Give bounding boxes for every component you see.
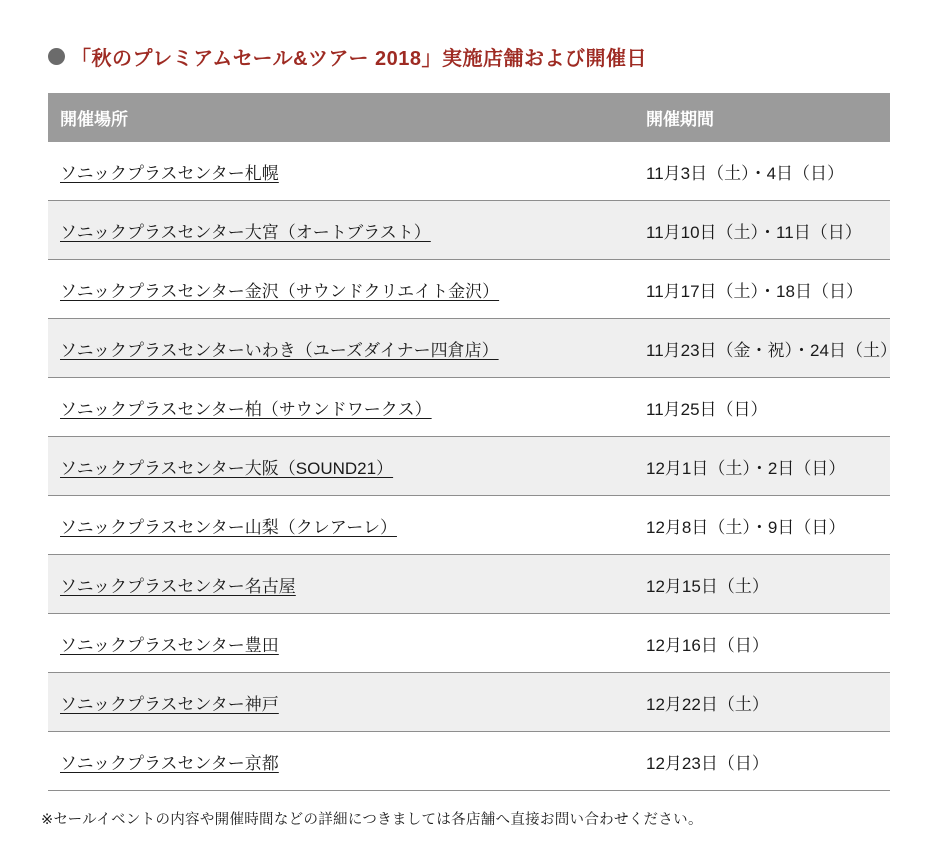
- venue-cell: [48, 572, 634, 597]
- period-cell: 12月22日（土）: [646, 694, 769, 714]
- store-link[interactable]: ソニックプラスセンター京都: [60, 753, 279, 773]
- table-row: [48, 378, 890, 437]
- table-row: [48, 732, 890, 791]
- period-cell: 11月3日（土）・4日（日）: [646, 163, 845, 183]
- page-title-text: 「秋のプレミアムセール&ツアー 2018」実施店舗および開催日: [71, 48, 647, 70]
- table-row: [48, 260, 890, 319]
- header-period: 開催期間: [646, 110, 714, 129]
- period-cell: 11月25日（日）: [646, 399, 768, 419]
- venue-cell: [48, 336, 634, 361]
- page-title: [48, 42, 647, 71]
- period-cell: 12月16日（日）: [646, 635, 769, 655]
- bullet-icon: [48, 48, 65, 65]
- period-cell: 12月1日（土）・2日（日）: [646, 458, 846, 478]
- venue-cell: [48, 218, 634, 243]
- events-table: [48, 93, 897, 791]
- venue-cell: [48, 395, 634, 420]
- period-cell: 12月23日（日）: [646, 753, 769, 773]
- store-link[interactable]: ソニックプラスセンター札幌: [60, 163, 279, 183]
- venue-cell: [48, 749, 634, 774]
- venue-cell: [48, 631, 634, 656]
- period-cell: 11月17日（土）・18日（日）: [646, 281, 863, 301]
- store-link[interactable]: ソニックプラスセンターいわき（ユーズダイナー四倉店）: [60, 340, 499, 360]
- table-row: [48, 201, 890, 260]
- period-cell: 12月8日（土）・9日（日）: [646, 517, 846, 537]
- table-header: [48, 93, 890, 142]
- table-row: [48, 673, 890, 732]
- table-row: [48, 319, 897, 378]
- period-cell: 11月23日（金・祝）・24日（土）: [646, 340, 897, 360]
- store-link[interactable]: ソニックプラスセンター大宮（オートブラスト）: [60, 222, 431, 242]
- venue-cell: [48, 454, 634, 479]
- footnote: ※セールイベントの内容や開催時間などの詳細につきましては各店舗へ直接お問い合わせください。: [41, 812, 703, 828]
- table-row: [48, 555, 890, 614]
- store-link[interactable]: ソニックプラスセンター名古屋: [60, 576, 296, 596]
- table-row: [48, 614, 890, 673]
- venue-cell: [48, 690, 634, 715]
- table-row: [48, 437, 890, 496]
- venue-cell: [48, 513, 634, 538]
- period-cell: 12月15日（土）: [646, 576, 769, 596]
- store-link[interactable]: ソニックプラスセンター神戸: [60, 694, 279, 714]
- venue-cell: [48, 159, 634, 184]
- store-link[interactable]: ソニックプラスセンター豊田: [60, 635, 279, 655]
- table-row: [48, 496, 890, 555]
- store-link[interactable]: ソニックプラスセンター金沢（サウンドクリエイト金沢）: [60, 281, 500, 301]
- period-cell: 11月10日（土）・11日（日）: [646, 222, 862, 242]
- store-link[interactable]: ソニックプラスセンター山梨（クレアーレ）: [60, 517, 397, 537]
- table-row: [48, 142, 890, 201]
- store-link[interactable]: ソニックプラスセンター柏（サウンドワークス）: [60, 399, 432, 419]
- header-venue: 開催場所: [60, 110, 128, 129]
- table-body: [48, 142, 897, 791]
- venue-cell: [48, 277, 634, 302]
- store-link[interactable]: ソニックプラスセンター大阪（SOUND21）: [60, 458, 394, 478]
